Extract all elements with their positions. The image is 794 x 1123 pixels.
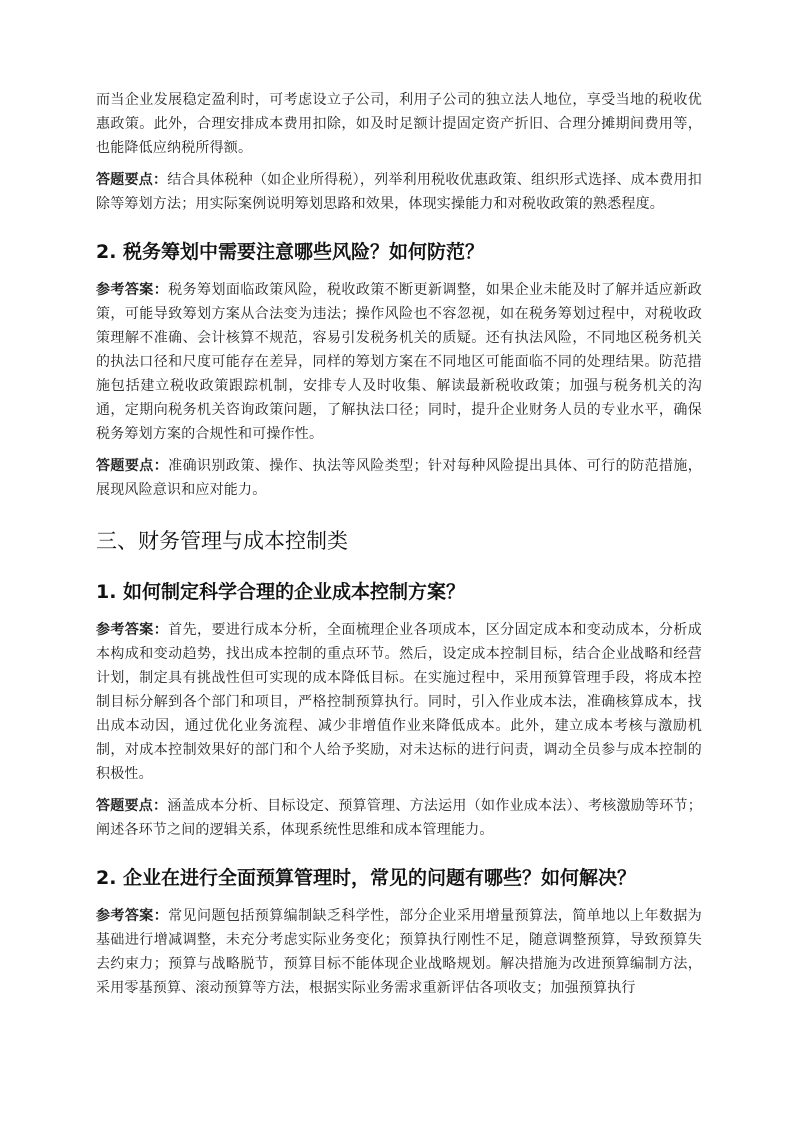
question-heading: 2. 企业在进行全面预算管理时，常见的问题有哪些？如何解决？	[96, 867, 637, 889]
answer-key-points: 答题要点：结合具体税种（如企业所得税），列举利用税收优惠政策、组织形式选择、成本费用扣除等筹划方法；用实际案例说明筹划思路和效果，体现实操能力和对税收政策的熟悉程度。	[96, 172, 703, 212]
document-page	[96, 88, 702, 1008]
reference-answer: 参考答案：税务筹划面临政策风险，税收政策不断更新调整，如果企业未能及时了解并适应新政策，可能导致筹划方案从合法变为违法；操作风险也不容忽视，如在税务筹划过程中，对税收政策理解不准确、会计核算不规范，容易引发税务机关的质疑。还有执法风险，不同地区税务机关的执法口径和尺度可能存在差异，同样的筹划方案在不同地区可能面临不同的处理结果。防范措施包括建立税收政策跟踪机制，安排专人及时收集、解读最新税收政策；加强与税务机关的沟通，定期向税务机关咨询政策问题，了解执法口径；同时，提升企业财务人员的专业水平，确保税务筹划方案的合规性和可操作性。	[96, 282, 702, 442]
question-heading: 2. 税务筹划中需要注意哪些风险？如何防范？	[96, 241, 485, 263]
paragraph: 而当企业发展稳定盈利时，可考虑设立子公司，利用子公司的独立法人地位，享受当地的税收优惠政策。此外，合理安排成本费用扣除，如及时足额计提固定资产折旧、合理分摊期间费用等，也能降低应纳税所得额。	[96, 92, 702, 156]
question-heading: 1. 如何制定科学合理的企业成本控制方案？	[96, 581, 466, 603]
answer-key-points: 答题要点：涵盖成本分析、目标设定、预算管理、方法运用（如作业成本法）、考核激励等环节；阐述各环节之间的逻辑关系，体现系统性思维和成本管理能力。	[96, 798, 703, 838]
answer-key-points: 答题要点：准确识别政策、操作、执法等风险类型；针对每种风险提出具体、可行的防范措施，展现风险意识和应对能力。	[96, 458, 702, 498]
section-heading: 三、财务管理与成本控制类	[96, 529, 348, 553]
reference-answer: 参考答案：首先，要进行成本分析，全面梳理企业各项成本，区分固定成本和变动成本，分析成本构成和变动趋势，找出成本控制的重点环节。然后，设定成本控制目标，结合企业战略和经营计划，制定具有挑战性但可实现的成本降低目标。在实施过程中，采用预算管理手段，将成本控制目标分解到各个部门和项目，严格控制预算执行。同时，引入作业成本法，准确核算成本，找出成本动因，通过优化业务流程、减少非增值作业来降低成本。此外，建立成本考核与激励机制，对成本控制效果好的部门和个人给予奖励，对未达标的进行问责，调动全员参与成本控制的积极性。	[96, 622, 702, 782]
reference-answer: 参考答案：常见问题包括预算编制缺乏科学性，部分企业采用增量预算法，简单地以上年数据为基础进行增减调整，未充分考虑实际业务变化；预算执行刚性不足，随意调整预算，导致预算失去约束力；预算与战略脱节，预算目标不能体现企业战略规划。解决措施为改进预算编制方法，采用零基预算、滚动预算等方法，根据实际业务需求重新评估各项收支；加强预算执行	[96, 908, 702, 996]
